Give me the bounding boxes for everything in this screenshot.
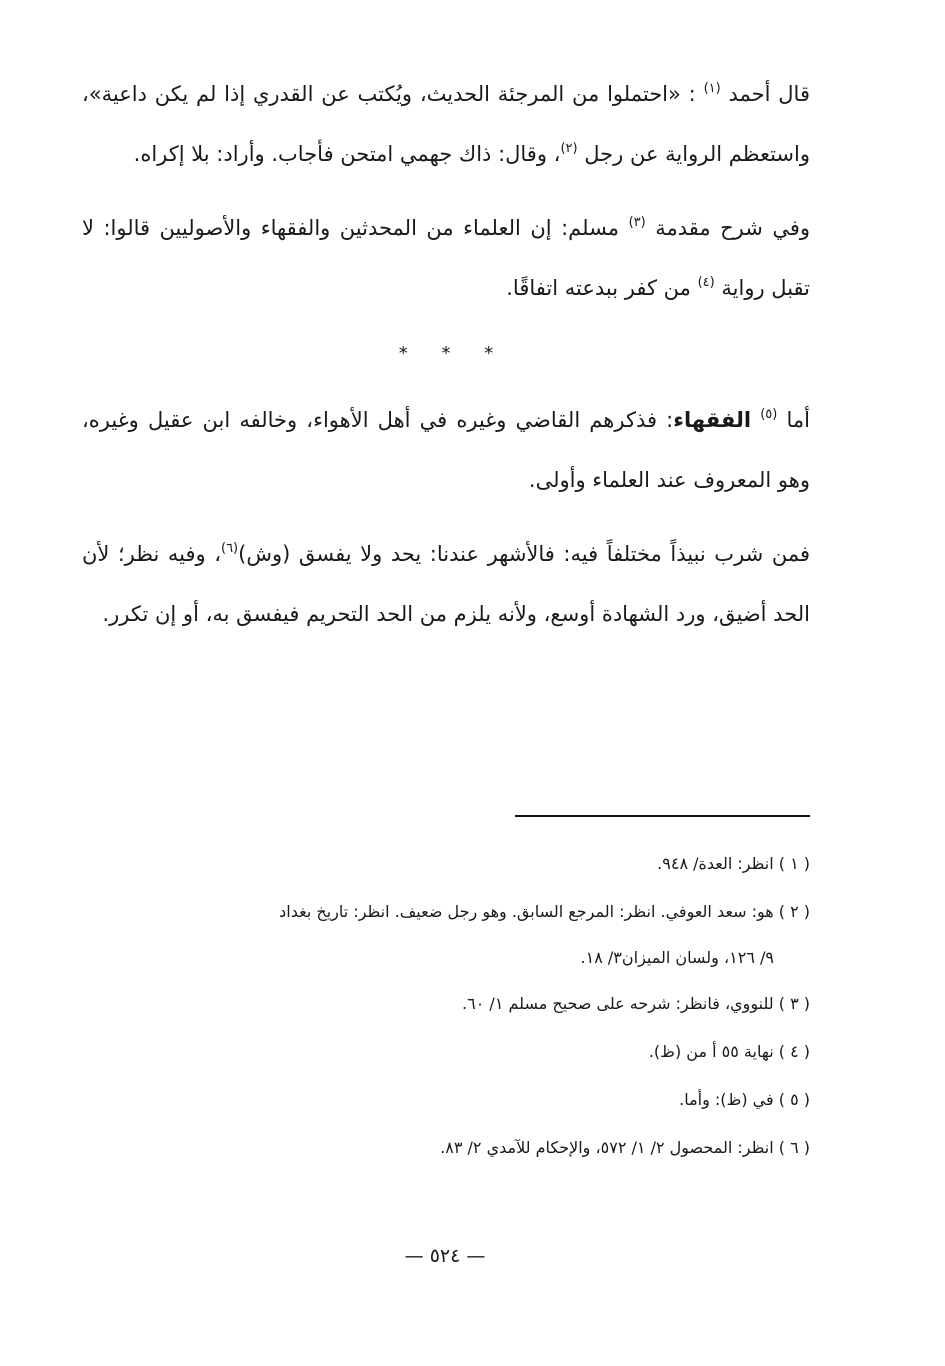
footnote-ref-3[interactable]: (٣) xyxy=(628,215,646,230)
paragraph-gap xyxy=(82,510,810,524)
paragraph-3-part-b: : فذكرهم القاضي وغيره في أهل الأهواء، وخالفه ابن عقيل وغيره، وهو المعروف عند العلماء وأولى. xyxy=(82,408,810,492)
footnote-1: ( ١ ) انظر: العدة/ ٩٤٨. xyxy=(657,854,810,873)
main-text xyxy=(82,64,810,644)
heading-term-fuqaha: الفقهاء xyxy=(673,408,752,432)
paragraph-2-part-c: من كفر ببدعته اتفاقًا. xyxy=(506,276,691,300)
footnote-4: ( ٤ ) نهاية ٥٥ أ من (ظ). xyxy=(648,1042,810,1061)
paragraph-3 xyxy=(82,390,810,510)
paragraph-3-part-a: أما xyxy=(786,408,810,432)
footnote-2 xyxy=(82,888,810,980)
footnotes xyxy=(82,840,810,1172)
section-divider-stars: * * * xyxy=(398,343,508,364)
paragraph-gap xyxy=(82,184,810,198)
paragraph-1 xyxy=(82,64,810,184)
paragraph-2 xyxy=(82,198,810,318)
paragraph-1-part-a: قال أحمد xyxy=(728,82,810,106)
paragraph-4-part-a: فمن شرب نبيذاً مختلفاً فيه: فالأشهر عندنا: يحد ولا يفسق (وش) xyxy=(238,542,810,566)
paragraph-1-part-b: : «احتملوا من المرجئة الحديث، ويُكتب عن القدري إذا لم يكن داعية»، واستعظم الرواية عن رجل xyxy=(82,82,810,166)
footnote-ref-2[interactable]: (٢) xyxy=(560,141,578,156)
footnote-2-line-2: ٩/ ١٢٦، ولسان الميزان٣/ ١٨. xyxy=(580,948,774,967)
paragraph-1-part-c: ، وقال: ذاك جهمي امتحن فأجاب. وأراد: بلا إكراه. xyxy=(133,142,561,166)
footnote-2-line-1: ( ٢ ) هو: سعد العوفي. انظر: المرجع السابق. وهو رجل ضعيف. انظر: تاريخ بغداد xyxy=(279,902,810,921)
footnote-ref-4[interactable]: (٤) xyxy=(697,275,715,290)
footnote-3: ( ٣ ) للنووي، فانظر: شرحه على صحيح مسلم ١/ ٦٠. xyxy=(462,994,810,1013)
paragraph-2-part-a: وفي شرح مقدمة xyxy=(655,216,810,240)
paragraph-4 xyxy=(82,524,810,644)
page-number: — ٥٢٤ — xyxy=(404,1245,486,1267)
paragraph-2-part-b: مسلم: إن العلماء من المحدثين والفقهاء والأصوليين قالوا: لا تقبل رواية xyxy=(82,216,810,300)
paragraph-4-part-b: ، وفيه نظر؛ لأن الحد أضيق، ورد الشهادة أوسع، ولأنه يلزم من الحد التحريم فيفسق به، أو إن تكرر. xyxy=(82,542,810,626)
footnote-5: ( ٥ ) في (ظ): وأما. xyxy=(679,1090,810,1109)
footnote-6: ( ٦ ) انظر: المحصول ٢/ ١/ ٥٧٢، والإحكام للآمدي ٢/ ٨٣. xyxy=(440,1138,810,1157)
footnote-ref-6[interactable]: (٦) xyxy=(220,541,239,556)
footnote-ref-1[interactable]: (١) xyxy=(703,81,721,96)
footnote-ref-5[interactable]: (٥) xyxy=(760,407,778,422)
footnote-separator xyxy=(515,815,810,817)
